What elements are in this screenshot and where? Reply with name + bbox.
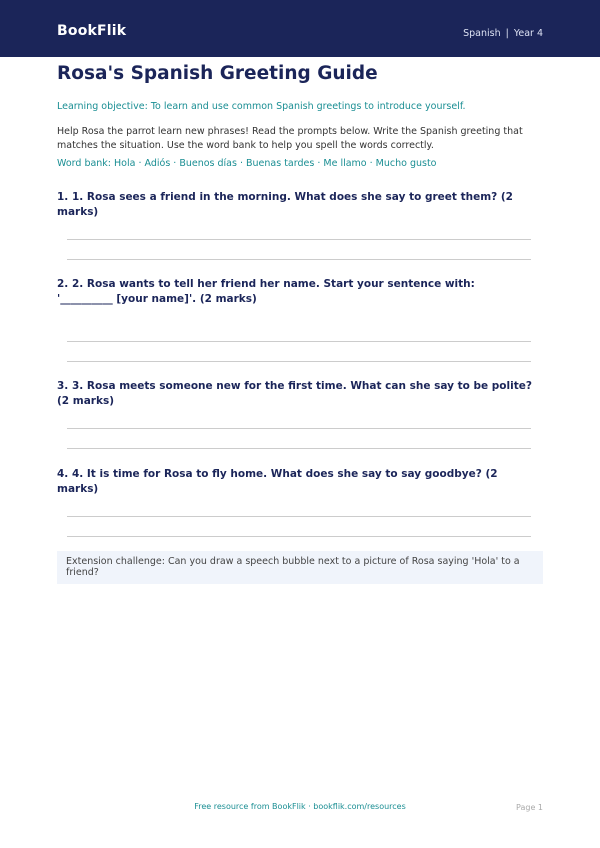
year-label: Year 4 xyxy=(513,28,543,39)
question-4: 4. 4. It is time for Rosa to fly home. What does she say to say goodbye? (2 marks) xyxy=(57,468,498,495)
extension-challenge: Extension challenge: Can you draw a speech bubble next to a picture of Rosa saying 'Hola' to a friend? xyxy=(57,551,543,584)
answer-line[interactable] xyxy=(67,448,531,449)
question-1: 1. 1. Rosa sees a friend in the morning. What does she say to greet them? (2 marks) xyxy=(57,191,513,218)
subject-label: Spanish xyxy=(463,28,501,39)
brand-logo: BookFlik xyxy=(57,23,127,39)
footer-link[interactable]: Free resource from BookFlik · bookflik.com/resources xyxy=(194,802,406,811)
answer-line[interactable] xyxy=(67,239,531,240)
answer-line[interactable] xyxy=(67,259,531,260)
header-separator: | xyxy=(505,28,509,39)
page-number: Page 1 xyxy=(516,803,543,812)
question-2: 2. 2. Rosa wants to tell her friend her name. Start your sentence with: '__________ [your name]'. (2 marks) xyxy=(57,278,475,305)
learning-objective: Learning objective: To learn and use common Spanish greetings to introduce yourself. xyxy=(57,101,466,112)
subject-year xyxy=(463,28,543,39)
word-bank: Word bank: Hola · Adiós · Buenos días · Buenas tardes · Me llamo · Mucho gusto xyxy=(57,158,437,169)
answer-line[interactable] xyxy=(67,516,531,517)
answer-line[interactable] xyxy=(67,361,531,362)
answer-line[interactable] xyxy=(67,341,531,342)
answer-line[interactable] xyxy=(67,428,531,429)
answer-line[interactable] xyxy=(67,536,531,537)
instructions: Help Rosa the parrot learn new phrases! Read the prompts below. Write the Spanish greeting that matches the situation. Use the word bank to help you spell the words correctly. xyxy=(57,126,523,151)
page-title: Rosa's Spanish Greeting Guide xyxy=(57,63,378,84)
question-3: 3. 3. Rosa meets someone new for the first time. What can she say to be polite? (2 marks) xyxy=(57,380,532,407)
page-header xyxy=(0,0,600,57)
